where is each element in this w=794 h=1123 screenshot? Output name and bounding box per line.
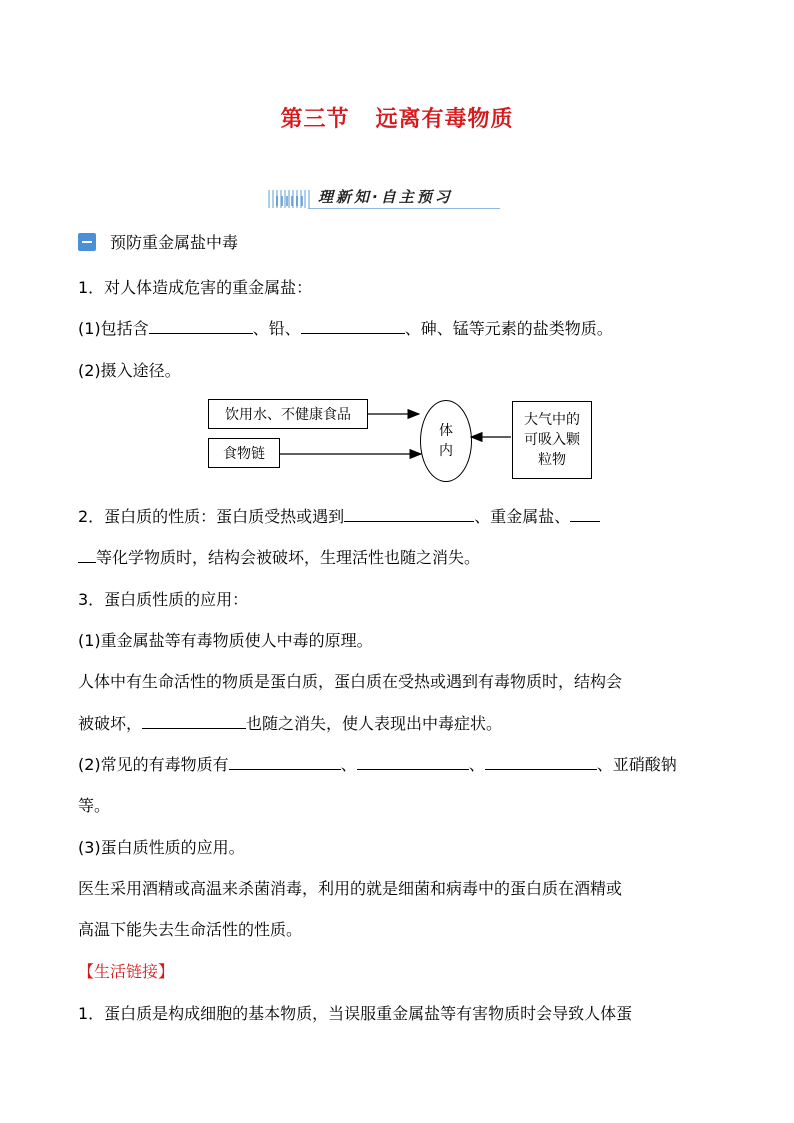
q3a-prefix: 被破坏， (78, 714, 143, 733)
life-link-label: 【生活链接】 (78, 962, 175, 981)
q3-a-text1: 人体中有生命活性的物质是蛋白质，蛋白质在受热或遇到有毒物质时，结构会 (78, 672, 623, 691)
diagram-source3-label: 大气中的可吸入颗粒物 (524, 412, 580, 468)
title-text: 远离有毒物质 (375, 107, 514, 132)
q2-mid: 、重金属盐、 (474, 507, 571, 526)
fill-blank[interactable] (357, 753, 469, 770)
q3-b-line2: 等。 (78, 796, 111, 815)
diagram-box-source2: 食物链 (208, 438, 280, 468)
diagram-box-source3 (512, 401, 592, 479)
q3-c-text1: 医生采用酒精或高温来杀菌消毒，利用的就是细菌和病毒中的蛋白质在酒精或 (78, 879, 623, 898)
q3b-prefix: (2)常见的有毒物质有 (78, 755, 229, 774)
q3b-suffix: 、亚硝酸钠 (596, 755, 677, 774)
fill-blank[interactable] (570, 505, 600, 522)
fill-blank[interactable] (344, 505, 474, 522)
q1a-suffix: 、砷、锰等元素的盐类物质。 (404, 319, 613, 338)
life-link-item1: 1．蛋白质是构成细胞的基本物质，当误服重金属盐等有害物质时会导致人体蛋 (78, 1004, 633, 1023)
q3-a-text2 (78, 711, 502, 734)
q3a-suffix: 也随之消失，使人表现出中毒症状。 (246, 714, 503, 733)
q1-part-b: (2)摄入途径。 (78, 361, 181, 380)
q3-heading: 3．蛋白质性质的应用： (78, 590, 249, 609)
q3-part-b (78, 752, 677, 775)
q2-line2 (78, 545, 480, 568)
q3-part-c: (3)蛋白质性质的应用。 (78, 838, 245, 857)
q3-part-a: (1)重金属盐等有毒物质使人中毒的原理。 (78, 631, 373, 650)
q1a-prefix: (1)包括含 (78, 319, 149, 338)
fill-blank[interactable] (485, 753, 597, 770)
q1a-mid: 、铅、 (252, 319, 301, 338)
fill-blank[interactable] (142, 712, 246, 729)
title-section-number: 第三节 (280, 107, 350, 132)
diagram-body-label: 体内 (439, 423, 453, 459)
q2-prefix: 2．蛋白质的性质：蛋白质受热或遇到 (78, 507, 345, 526)
diagram-node-body (420, 400, 472, 482)
q2-suffix: 等化学物质时，结构会被破坏，生理活性也随之消失。 (96, 548, 481, 567)
q3-c-text2: 高温下能失去生命活性的性质。 (78, 920, 303, 939)
q3b-sep1: 、 (340, 755, 357, 774)
diagram-box-source1: 饮用水、不健康食品 (208, 399, 368, 429)
q2-line1 (78, 504, 600, 527)
fill-blank[interactable] (229, 753, 341, 770)
banner-text: 理新知·自主预习 (318, 188, 453, 206)
q3b-sep2: 、 (468, 755, 485, 774)
q1-heading: 1．对人体造成危害的重金属盐： (78, 278, 313, 297)
fill-blank-continued[interactable] (78, 546, 96, 563)
section-heading-label: 预防重金属盐中毒 (110, 233, 239, 252)
